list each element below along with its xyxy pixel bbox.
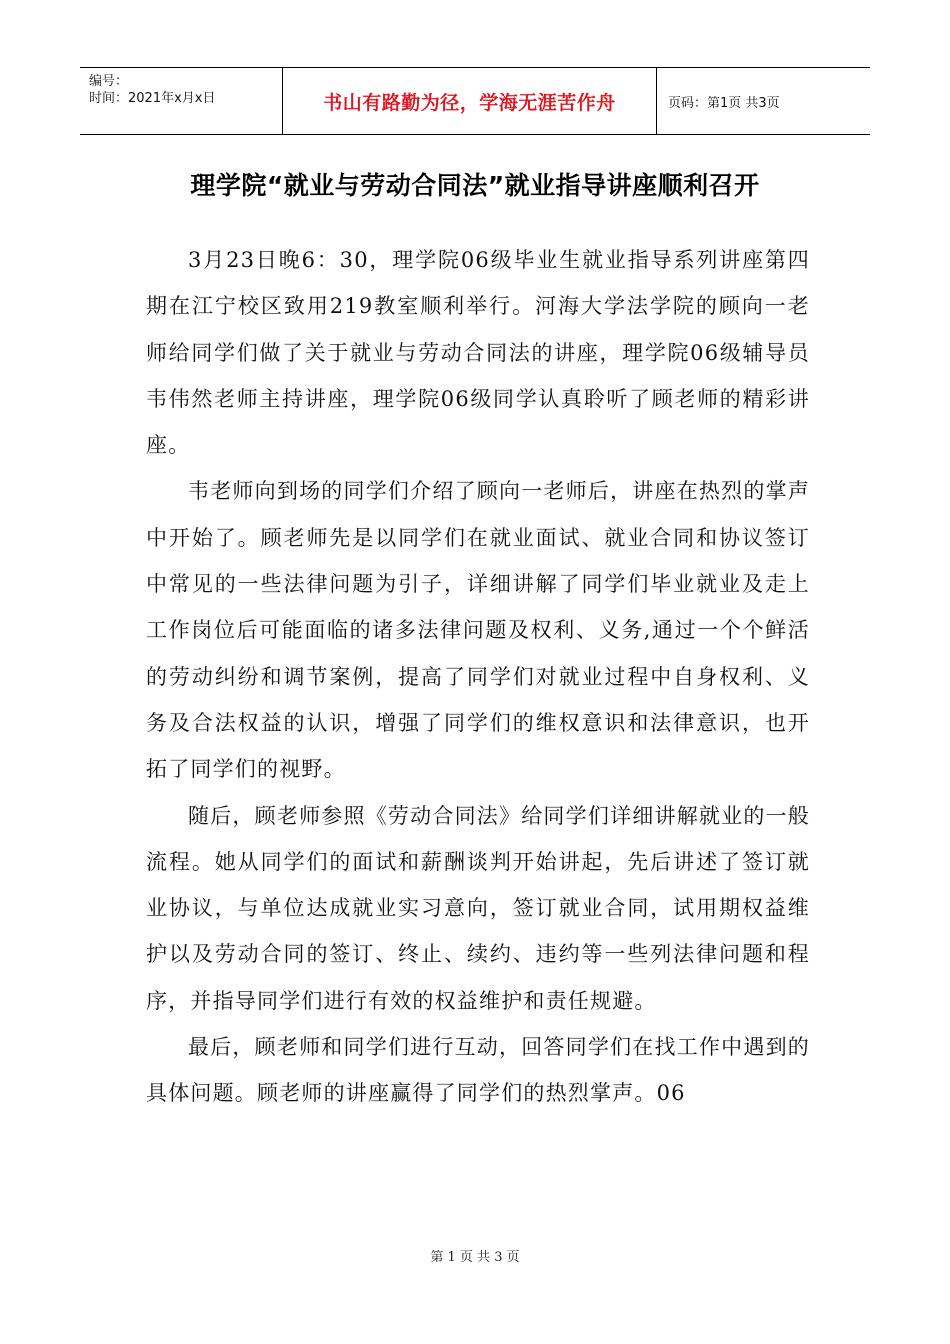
- number-label: 编号：: [89, 74, 129, 89]
- paragraph-2: 韦老师向到场的同学们介绍了顾向一老师后，讲座在热烈的掌声中开始了。顾老师先是以同学们在就业面试、就业合同和协议签订中常见的一些法律问题为引子，详细讲解了同学们毕业就业及走上工作岗位后可能面临的诸多法律问题及权利、义务,通过一个个鲜活的劳动纠纷和调节案例，提高了同学们对就业过程中自身权利、义务及合法权益的认识，增强了同学们的维权意识和法律意识，也开拓了同学们的视野。: [146, 479, 810, 782]
- article-title: 理学院“就业与劳动合同法”就业指导讲座顺利召开: [190, 171, 760, 200]
- header-page-info: 页码：第1页 共3页: [668, 95, 780, 111]
- header-motto: 书山有路勤为径，学海无涯苦作舟: [283, 68, 657, 134]
- time-label: 时间：2021年x月x日: [89, 91, 216, 106]
- document-header: [80, 67, 870, 135]
- paragraph-3: 随后，顾老师参照《劳动合同法》给同学们详细讲解就业的一般流程。她从同学们的面试和薪酬谈判开始讲起，先后讲述了签订就业协议，与单位达成就业实习意向，签订就业合同，试用期权益维护以及劳动合同的签订、终止、续约、违约等一些列法律问题和程序，并指导同学们进行有效的权益维护和责任规避。: [146, 803, 810, 1013]
- article-body: [146, 237, 810, 1117]
- paragraph-1: 3月23日晚6：30，理学院06级毕业生就业指导系列讲座第四期在江宁校区致用219教室顺利举行。河海大学法学院的顾向一老师给同学们做了关于就业与劳动合同法的讲座，理学院06级辅导员韦伟然老师主持讲座，理学院06级同学认真聆听了顾老师的精彩讲座。: [146, 248, 810, 458]
- paragraph-4: 最后，顾老师和同学们进行互动，回答同学们在找工作中遇到的具体问题。顾老师的讲座赢得了同学们的热烈掌声。06: [146, 1035, 810, 1106]
- page-footer: 第 1 页 共 3 页: [430, 1250, 520, 1265]
- header-meta: [80, 68, 283, 134]
